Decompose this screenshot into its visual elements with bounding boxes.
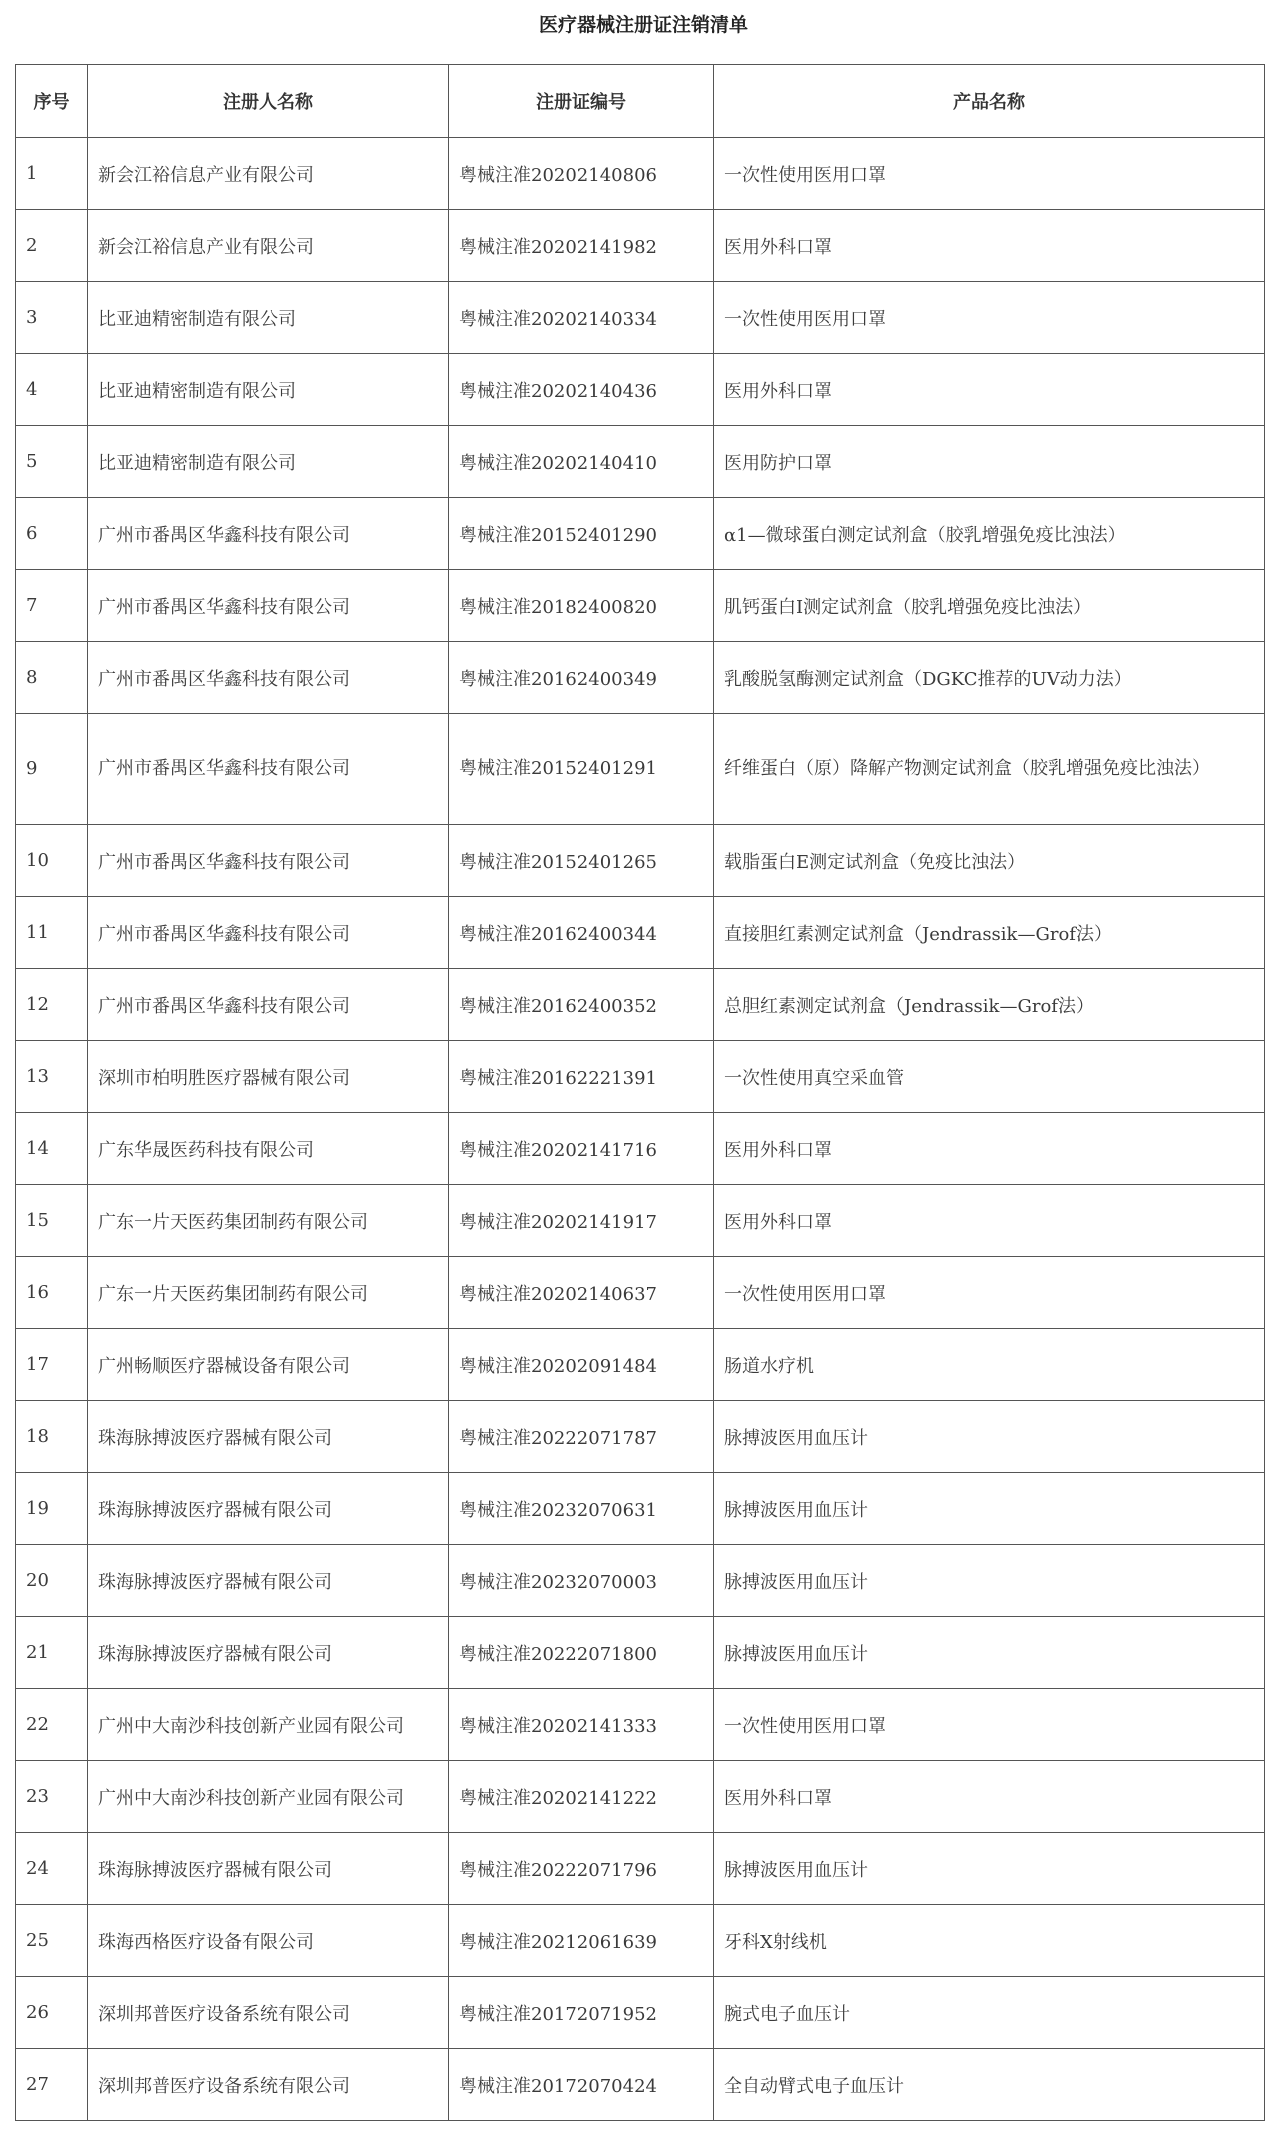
cell-registrant-name: 广州市番禺区华鑫科技有限公司 — [88, 498, 449, 570]
cell-certificate-number: 粤械注准20162400344 — [449, 897, 714, 969]
cell-certificate-number: 粤械注准20152401291 — [449, 714, 714, 825]
cell-certificate-number: 粤械注准20232070631 — [449, 1473, 714, 1545]
cell-certificate-number: 粤械注准20222071787 — [449, 1401, 714, 1473]
cell-product-name: 腕式电子血压计 — [714, 1977, 1265, 2049]
cell-product-name: 脉搏波医用血压计 — [714, 1617, 1265, 1689]
cell-certificate-number: 粤械注准20162221391 — [449, 1041, 714, 1113]
cell-serial-number: 8 — [16, 642, 88, 714]
cell-registrant-name: 深圳邦普医疗设备系统有限公司 — [88, 1977, 449, 2049]
cell-registrant-name: 珠海脉搏波医疗器械有限公司 — [88, 1545, 449, 1617]
table-row — [16, 969, 1265, 1041]
table-row — [16, 1329, 1265, 1401]
cell-serial-number: 2 — [16, 210, 88, 282]
cell-product-name: 医用外科口罩 — [714, 1185, 1265, 1257]
cell-certificate-number: 粤械注准20172070424 — [449, 2049, 714, 2121]
header-serial-number: 序号 — [16, 65, 88, 138]
cell-certificate-number: 粤械注准20172071952 — [449, 1977, 714, 2049]
cell-product-name: 脉搏波医用血压计 — [714, 1401, 1265, 1473]
cell-certificate-number: 粤械注准20202140410 — [449, 426, 714, 498]
cell-certificate-number: 粤械注准20202140637 — [449, 1257, 714, 1329]
cell-serial-number: 6 — [16, 498, 88, 570]
cell-serial-number: 20 — [16, 1545, 88, 1617]
cell-serial-number: 5 — [16, 426, 88, 498]
cell-certificate-number: 粤械注准20202140806 — [449, 138, 714, 210]
table-row — [16, 1833, 1265, 1905]
cell-certificate-number: 粤械注准20222071796 — [449, 1833, 714, 1905]
table-row — [16, 138, 1265, 210]
cell-product-name: 载脂蛋白E测定试剂盒（免疫比浊法） — [714, 825, 1265, 897]
cell-certificate-number: 粤械注准20202091484 — [449, 1329, 714, 1401]
cell-certificate-number: 粤械注准20162400349 — [449, 642, 714, 714]
cell-product-name: 脉搏波医用血压计 — [714, 1833, 1265, 1905]
cell-product-name: 医用外科口罩 — [714, 1761, 1265, 1833]
cell-serial-number: 14 — [16, 1113, 88, 1185]
cell-product-name: 牙科X射线机 — [714, 1905, 1265, 1977]
cell-serial-number: 26 — [16, 1977, 88, 2049]
cell-serial-number: 24 — [16, 1833, 88, 1905]
cell-registrant-name: 广州市番禺区华鑫科技有限公司 — [88, 642, 449, 714]
cell-product-name: 一次性使用真空采血管 — [714, 1041, 1265, 1113]
cell-registrant-name: 珠海脉搏波医疗器械有限公司 — [88, 1833, 449, 1905]
table-header-row — [16, 65, 1265, 138]
table-row — [16, 825, 1265, 897]
table-row — [16, 1761, 1265, 1833]
cell-product-name: 全自动臂式电子血压计 — [714, 2049, 1265, 2121]
cell-registrant-name: 广东华晟医药科技有限公司 — [88, 1113, 449, 1185]
cell-product-name: 一次性使用医用口罩 — [714, 1257, 1265, 1329]
cell-certificate-number: 粤械注准20222071800 — [449, 1617, 714, 1689]
table-row — [16, 1113, 1265, 1185]
cell-product-name: 医用外科口罩 — [714, 354, 1265, 426]
page-title: 医疗器械注册证注销清单 — [538, 14, 748, 36]
cell-serial-number: 1 — [16, 138, 88, 210]
cell-product-name: 医用防护口罩 — [714, 426, 1265, 498]
table-row — [16, 210, 1265, 282]
table-row — [16, 714, 1265, 825]
cell-serial-number: 21 — [16, 1617, 88, 1689]
header-certificate-number: 注册证编号 — [449, 65, 714, 138]
cell-product-name: 医用外科口罩 — [714, 1113, 1265, 1185]
cell-certificate-number: 粤械注准20232070003 — [449, 1545, 714, 1617]
cell-certificate-number: 粤械注准20202141333 — [449, 1689, 714, 1761]
cell-product-name: 一次性使用医用口罩 — [714, 282, 1265, 354]
cell-registrant-name: 新会江裕信息产业有限公司 — [88, 138, 449, 210]
cell-product-name: 医用外科口罩 — [714, 210, 1265, 282]
cell-product-name: 一次性使用医用口罩 — [714, 138, 1265, 210]
cell-registrant-name: 珠海脉搏波医疗器械有限公司 — [88, 1401, 449, 1473]
cell-serial-number: 18 — [16, 1401, 88, 1473]
cell-registrant-name: 深圳邦普医疗设备系统有限公司 — [88, 2049, 449, 2121]
cell-product-name: 肌钙蛋白I测定试剂盒（胶乳增强免疫比浊法） — [714, 570, 1265, 642]
registration-table — [15, 64, 1265, 2121]
cell-registrant-name: 广州市番禺区华鑫科技有限公司 — [88, 897, 449, 969]
cell-registrant-name: 广东一片天医药集团制药有限公司 — [88, 1257, 449, 1329]
table-row — [16, 1041, 1265, 1113]
cell-serial-number: 25 — [16, 1905, 88, 1977]
cell-product-name: α1—微球蛋白测定试剂盒（胶乳增强免疫比浊法） — [714, 498, 1265, 570]
cell-certificate-number: 粤械注准20152401265 — [449, 825, 714, 897]
table-row — [16, 642, 1265, 714]
cell-product-name: 一次性使用医用口罩 — [714, 1689, 1265, 1761]
cell-serial-number: 22 — [16, 1689, 88, 1761]
cell-serial-number: 15 — [16, 1185, 88, 1257]
cell-registrant-name: 广州市番禺区华鑫科技有限公司 — [88, 714, 449, 825]
cell-serial-number: 17 — [16, 1329, 88, 1401]
cell-certificate-number: 粤械注准20202140436 — [449, 354, 714, 426]
cell-product-name: 直接胆红素测定试剂盒（Jendrassik—Grof法） — [714, 897, 1265, 969]
cell-serial-number: 23 — [16, 1761, 88, 1833]
cell-registrant-name: 比亚迪精密制造有限公司 — [88, 354, 449, 426]
cell-registrant-name: 比亚迪精密制造有限公司 — [88, 426, 449, 498]
cell-certificate-number: 粤械注准20202141222 — [449, 1761, 714, 1833]
cell-serial-number: 10 — [16, 825, 88, 897]
cell-registrant-name: 珠海西格医疗设备有限公司 — [88, 1905, 449, 1977]
table-row — [16, 354, 1265, 426]
header-product-name: 产品名称 — [714, 65, 1265, 138]
cell-serial-number: 9 — [16, 714, 88, 825]
table-row — [16, 1689, 1265, 1761]
table-row — [16, 1257, 1265, 1329]
cell-registrant-name: 广州中大南沙科技创新产业园有限公司 — [88, 1689, 449, 1761]
table-row — [16, 1617, 1265, 1689]
cell-registrant-name: 比亚迪精密制造有限公司 — [88, 282, 449, 354]
table-row — [16, 1185, 1265, 1257]
cell-certificate-number: 粤械注准20182400820 — [449, 570, 714, 642]
cell-certificate-number: 粤械注准20162400352 — [449, 969, 714, 1041]
cell-serial-number: 3 — [16, 282, 88, 354]
cell-certificate-number: 粤械注准20202141716 — [449, 1113, 714, 1185]
table-row — [16, 1977, 1265, 2049]
cell-registrant-name: 新会江裕信息产业有限公司 — [88, 210, 449, 282]
cell-registrant-name: 广州市番禺区华鑫科技有限公司 — [88, 825, 449, 897]
cell-serial-number: 12 — [16, 969, 88, 1041]
table-row — [16, 426, 1265, 498]
cell-product-name: 脉搏波医用血压计 — [714, 1545, 1265, 1617]
cell-registrant-name: 珠海脉搏波医疗器械有限公司 — [88, 1617, 449, 1689]
cell-serial-number: 7 — [16, 570, 88, 642]
cell-serial-number: 4 — [16, 354, 88, 426]
table-row — [16, 1905, 1265, 1977]
table-row — [16, 282, 1265, 354]
cell-product-name: 脉搏波医用血压计 — [714, 1473, 1265, 1545]
cell-registrant-name: 广州中大南沙科技创新产业园有限公司 — [88, 1761, 449, 1833]
cell-certificate-number: 粤械注准20212061639 — [449, 1905, 714, 1977]
cell-certificate-number: 粤械注准20202140334 — [449, 282, 714, 354]
table-row — [16, 897, 1265, 969]
table-row — [16, 1473, 1265, 1545]
cell-product-name: 总胆红素测定试剂盒（Jendrassik—Grof法） — [714, 969, 1265, 1041]
cell-product-name: 乳酸脱氢酶测定试剂盒（DGKC推荐的UV动力法） — [714, 642, 1265, 714]
table-body — [16, 138, 1265, 2121]
cell-registrant-name: 广东一片天医药集团制药有限公司 — [88, 1185, 449, 1257]
table-row — [16, 1545, 1265, 1617]
table-row — [16, 498, 1265, 570]
table-row — [16, 2049, 1265, 2121]
header-registrant-name: 注册人名称 — [88, 65, 449, 138]
cell-registrant-name: 广州畅顺医疗器械设备有限公司 — [88, 1329, 449, 1401]
cell-certificate-number: 粤械注准20152401290 — [449, 498, 714, 570]
cell-certificate-number: 粤械注准20202141917 — [449, 1185, 714, 1257]
table-row — [16, 570, 1265, 642]
cell-serial-number: 13 — [16, 1041, 88, 1113]
cell-registrant-name: 广州市番禺区华鑫科技有限公司 — [88, 969, 449, 1041]
cell-certificate-number: 粤械注准20202141982 — [449, 210, 714, 282]
cell-registrant-name: 珠海脉搏波医疗器械有限公司 — [88, 1473, 449, 1545]
cell-serial-number: 11 — [16, 897, 88, 969]
cell-serial-number: 19 — [16, 1473, 88, 1545]
cell-serial-number: 27 — [16, 2049, 88, 2121]
cell-registrant-name: 广州市番禺区华鑫科技有限公司 — [88, 570, 449, 642]
cell-product-name: 纤维蛋白（原）降解产物测定试剂盒（胶乳增强免疫比浊法） — [714, 714, 1265, 825]
cell-serial-number: 16 — [16, 1257, 88, 1329]
cell-product-name: 肠道水疗机 — [714, 1329, 1265, 1401]
table-row — [16, 1401, 1265, 1473]
cell-registrant-name: 深圳市柏明胜医疗器械有限公司 — [88, 1041, 449, 1113]
